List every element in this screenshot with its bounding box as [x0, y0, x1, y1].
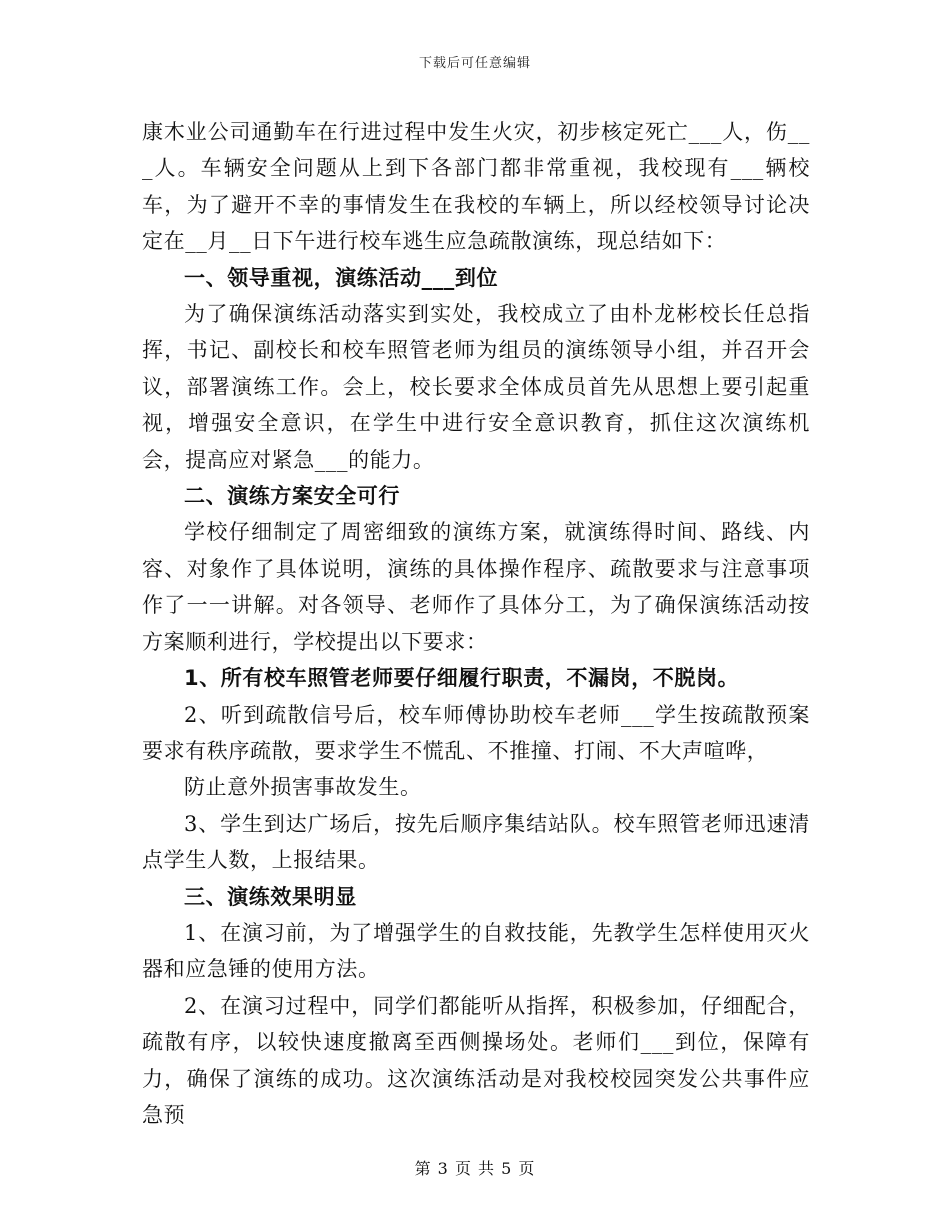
heading-section-2: 二、演练方案安全可行 — [184, 484, 400, 509]
requirement-1-bold: 1、所有校车照管老师要仔细履行职责，不漏岗，不脱岗。 — [184, 666, 740, 691]
requirement-3: 3、学生到达广场后，按先后顺序集结站队。校车照管老师迅速清点学生人数，上报结果。 — [142, 811, 810, 873]
heading-section-1: 一、领导重视，演练活动___到位 — [184, 265, 499, 290]
paragraph-section-1: 为了确保演练活动落实到实处，我校成立了由朴龙彬校长任总指挥，书记、副校长和校车照管老师为组员的演练领导小组，并召开会议，部署演练工作。会上，校长要求全体成员首先从思想上要引起重视，增强安全意识，在学生中进行安全意识教育，抓住这次演练机会，提高应对紧急___的能力。 — [142, 302, 810, 472]
page-number-footer: 第 3 页 共 5 页 — [414, 1159, 536, 1178]
requirement-2: 2、听到疏散信号后，校车师傅协助校车老师___学生按疏散预案要求有秩序疏散，要求学生不慌乱、不推撞、打闹、不大声喧哗， — [142, 702, 810, 763]
paragraph-intro: 康木业公司通勤车在行进过程中发生火灾，初步核定死亡___人，伤___人。车辆安全问题从上到下各部门都非常重视，我校现有___辆校车，为了避开不幸的事情发生在我校的车辆上，所以经校领导讨论决定在__月__日下午进行校车逃生应急疏散演练，现总结如下： — [142, 120, 810, 254]
document-body — [142, 114, 810, 1133]
requirement-2-continuation: 防止意外损害事故发生。 — [184, 775, 422, 800]
paragraph-section-2: 学校仔细制定了周密细致的演练方案，就演练得时间、路线、内容、对象作了具体说明，演练的具体操作程序、疏散要求与注意事项作了一一讲解。对各领导、老师作了具体分工，为了确保演练活动按方案顺利进行，学校提出以下要求： — [142, 520, 810, 654]
result-item-1: 1、在演习前，为了增强学生的自救技能，先教学生怎样使用灭火器和应急锤的使用方法。 — [142, 920, 810, 982]
heading-section-3: 三、演练效果明显 — [184, 884, 357, 909]
result-item-2: 2、在演习过程中，同学们都能听从指挥，积极参加，仔细配合，疏散有序，以较快速度撤离至西侧操场处。老师们___到位，保障有力，确保了演练的成功。这次演练活动是对我校校园突发公共事件应急预 — [142, 993, 810, 1127]
page-header: 下载后可任意编辑 — [418, 56, 531, 71]
